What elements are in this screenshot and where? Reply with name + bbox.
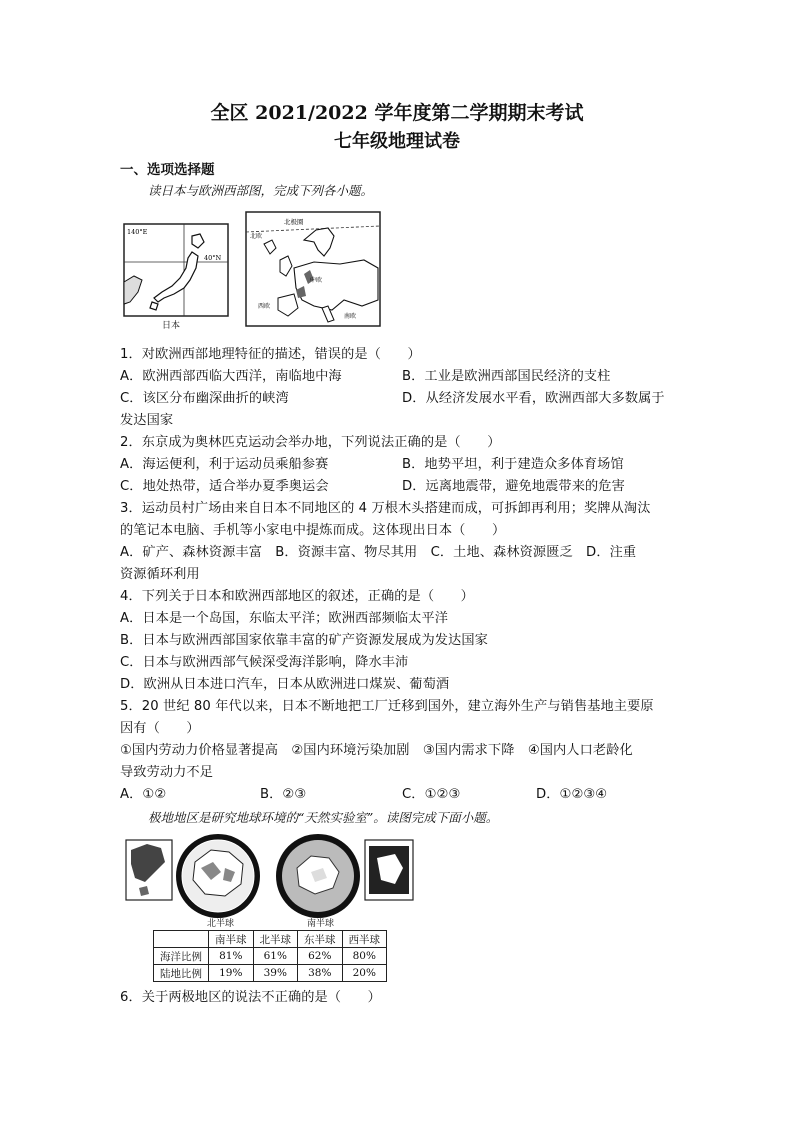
- table-cell: 62%: [298, 948, 343, 965]
- lon-label: 140°E: [127, 228, 148, 236]
- region-label-south: 南欧: [344, 313, 357, 320]
- q4-option-c: C．日本与欧洲西部气候深受海洋影响，降水丰沛: [120, 655, 409, 670]
- q3-options-cont: 资源循环利用: [120, 567, 200, 582]
- q3-stem: 3．运动员村广场由来自日本不同地区的 4 万根木头搭建而成，可拆卸再利用；奖牌从淘汰: [120, 501, 651, 516]
- table-cell: 39%: [253, 965, 298, 982]
- intro-text-1: 读日本与欧洲西部图，完成下列各小题。: [148, 183, 374, 198]
- q5-stem: 5．20 世纪 80 年代以来，日本不断地把工厂迁移到国外，建立海外生产与销售基地主要原: [120, 699, 654, 714]
- region-label-north: 北欧: [250, 233, 263, 240]
- table-cell: 20%: [342, 965, 387, 982]
- exam-subtitle: 七年级地理试卷: [334, 131, 460, 152]
- q1-option-d-cont: 发达国家: [120, 413, 174, 428]
- q3-options: A．矿产、森林资源丰富 B．资源丰富、物尽其用 C．土地、森林资源匮乏 D．注重: [120, 545, 637, 560]
- europe-map: [244, 210, 384, 330]
- q1-option-b: B．工业是欧洲西部国民经济的支柱: [402, 369, 611, 384]
- region-label-central: 中欧: [310, 277, 323, 284]
- q2-option-c: C．地处热带，适合举办夏季奥运会: [120, 479, 329, 494]
- table-row-label: 陆地比例: [154, 965, 209, 982]
- table-header-cell: 北半球: [253, 931, 298, 948]
- table-row-label: 海洋比例: [154, 948, 209, 965]
- land-sea-table: [153, 930, 387, 982]
- q1-option-c: C．该区分布幽深曲折的峡湾: [120, 391, 289, 406]
- table-row: [154, 965, 387, 982]
- q5-option-b: B．②③: [260, 787, 307, 802]
- q4-option-d: D．欧洲从日本进口汽车，日本从欧洲进口煤炭、葡萄酒: [120, 677, 450, 692]
- table-cell: 38%: [298, 965, 343, 982]
- q5-stem-cont: 因有（ ）: [120, 721, 200, 736]
- q3-stem-cont: 的笔记本电脑、手机等小家电中提炼而成。这体现出日本（ ）: [120, 523, 506, 538]
- q5-option-c: C．①②③: [402, 787, 461, 802]
- q4-option-b: B．日本与欧洲西部国家依靠丰富的矿产资源发展成为发达国家: [120, 633, 488, 648]
- q6-stem: 6．关于两极地区的说法不正确的是（ ）: [120, 990, 381, 1005]
- table-row: [154, 948, 387, 965]
- south-hemisphere-caption: 南半球: [307, 919, 335, 929]
- polar-maps: [125, 828, 415, 923]
- q2-option-a: A．海运便利，利于运动员乘船参赛: [120, 457, 329, 472]
- table-header-cell: [154, 931, 209, 948]
- q5-statements: ①国内劳动力价格显著提高 ②国内环境污染加剧 ③国内需求下降 ④国内人口老龄化: [120, 743, 633, 758]
- table-header-cell: 南半球: [209, 931, 254, 948]
- table-cell: 19%: [209, 965, 254, 982]
- intro-text-2: 极地地区是研究地球环境的“天然实验室”。读图完成下面小题。: [148, 810, 499, 825]
- lat-label: 40°N: [204, 254, 222, 262]
- polar-figure: [125, 828, 415, 988]
- exam-title: 全区 2021/2022 学年度第二学期期末考试: [210, 102, 584, 124]
- north-hemisphere-caption: 北半球: [207, 919, 235, 929]
- japan-caption: 日本: [162, 321, 181, 331]
- map-figure: [122, 210, 384, 330]
- q5-option-a: A．①②: [120, 787, 167, 802]
- q1-stem: 1．对欧洲西部地理特征的描述，错误的是（ ）: [120, 347, 421, 362]
- q2-option-b: B．地势平坦，利于建造众多体育场馆: [402, 457, 624, 472]
- section-heading: 一、选项选择题: [120, 162, 215, 178]
- q4-option-a: A．日本是一个岛国，东临太平洋；欧洲西部频临太平洋: [120, 611, 449, 626]
- table-header-cell: 东半球: [298, 931, 343, 948]
- q4-stem: 4．下列关于日本和欧洲西部地区的叙述，正确的是（ ）: [120, 589, 474, 604]
- q2-option-d: D．远离地震带，避免地震带来的危害: [402, 479, 625, 494]
- q1-option-a: A．欧洲西部西临大西洋，南临地中海: [120, 369, 342, 384]
- q2-stem: 2．东京成为奥林匹克运动会举办地，下列说法正确的是（ ）: [120, 435, 501, 450]
- table-cell: 80%: [342, 948, 387, 965]
- q1-option-d: D．从经济发展水平看，欧洲西部大多数属于: [402, 391, 665, 406]
- table-header-row: [154, 931, 387, 948]
- table-cell: 81%: [209, 948, 254, 965]
- table-cell: 61%: [253, 948, 298, 965]
- region-label-west: 西欧: [258, 303, 271, 310]
- arctic-label: 北极圈: [284, 218, 304, 226]
- q5-option-d: D．①②③④: [536, 787, 608, 802]
- table-header-cell: 西半球: [342, 931, 387, 948]
- q5-statements-cont: 导致劳动力不足: [120, 765, 214, 780]
